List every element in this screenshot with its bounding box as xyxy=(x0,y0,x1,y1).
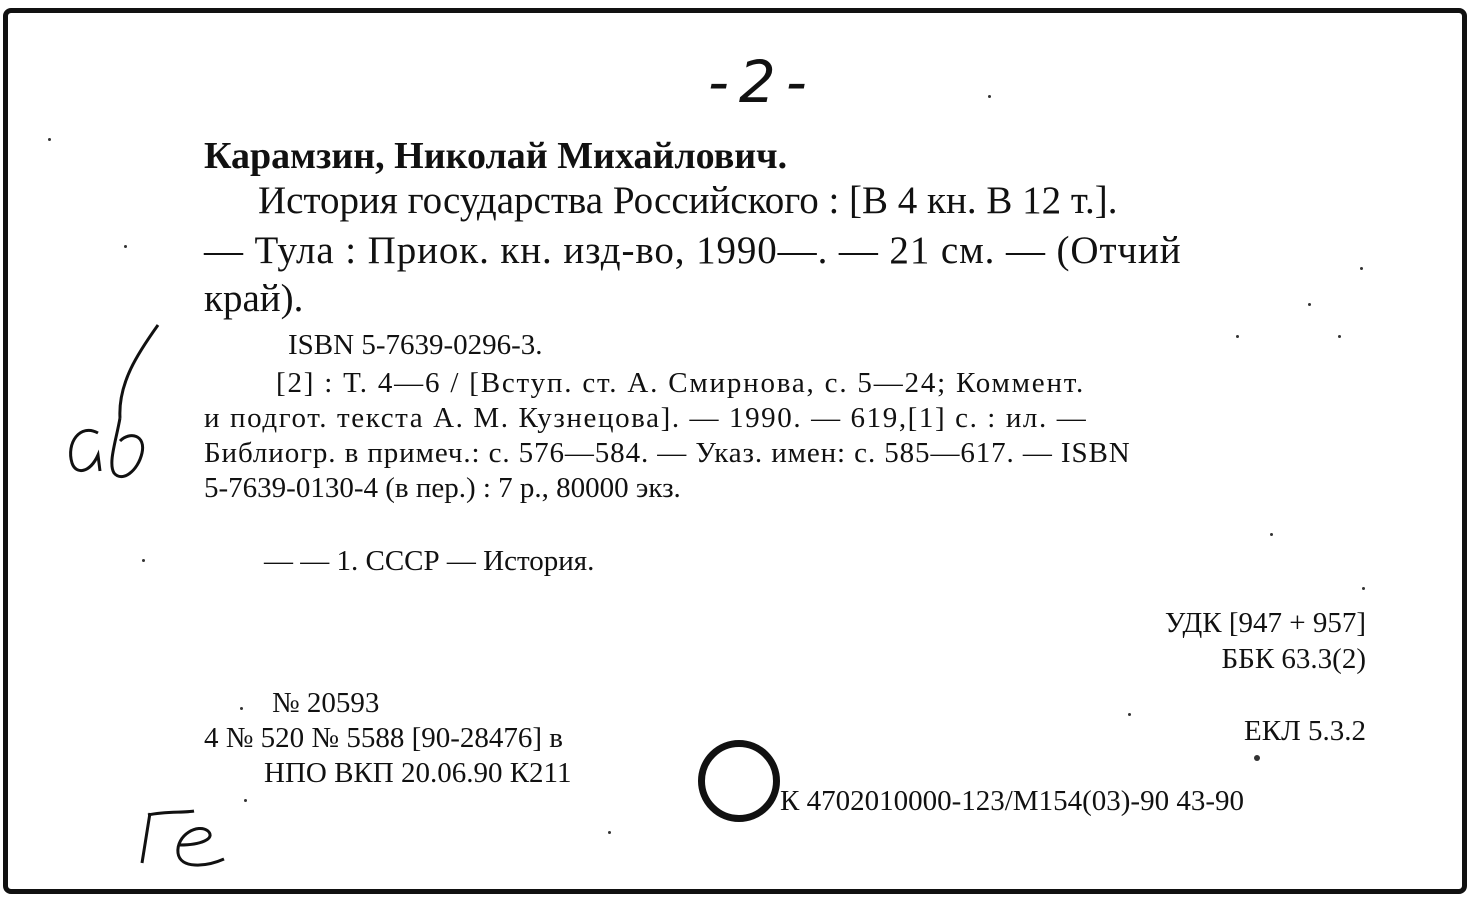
stray-mark xyxy=(1362,587,1365,590)
stray-mark xyxy=(1308,303,1311,306)
bbk-code: ББК 63.3(2) xyxy=(1221,643,1366,675)
stray-mark xyxy=(142,559,145,562)
volume-line-2: и подгот. текста А. М. Кузнецова]. — 1990. — 619,[1] с. : ил. — xyxy=(204,402,1088,434)
handwritten-side-note xyxy=(58,323,168,483)
title-line-2: — Тула : Приок. кн. изд-во, 1990—. — 21 см. — (Отчий xyxy=(204,229,1182,272)
order-number: № 20593 xyxy=(272,687,380,719)
ekl-code: ЕКЛ 5.3.2 xyxy=(1244,715,1366,747)
isbn: ISBN 5-7639-0296-3. xyxy=(288,329,543,361)
stray-mark xyxy=(608,831,611,834)
ekl-dot xyxy=(1254,755,1260,761)
subject-heading: — — 1. СССР — История. xyxy=(264,545,595,577)
title-line-1 xyxy=(258,181,1366,220)
print-line-1: 4 № 520 № 5588 [90-28476] в xyxy=(204,722,564,754)
udk-code: УДК [947 + 957] xyxy=(1164,607,1366,639)
catalog-card xyxy=(3,8,1467,894)
stray-mark xyxy=(124,245,127,248)
volume-line-1: [2] : Т. 4—6 / [Вступ. ст. А. Смирнова, с. 5—24; Коммент. xyxy=(276,367,1086,399)
volume-line-4: 5-7639-0130-4 (в пер.) : 7 р., 80000 экз. xyxy=(204,472,681,504)
page-number: -2- xyxy=(708,48,817,116)
stray-mark xyxy=(988,95,991,98)
handwritten-initials xyxy=(136,805,246,885)
circle-mark xyxy=(698,740,780,822)
stray-mark xyxy=(1360,267,1363,270)
print-line-2: НПО ВКП 20.06.90 К211 xyxy=(264,757,572,789)
volume-line-3: Библиогр. в примеч.: с. 576—584. — Указ. имен: с. 585—617. — ISBN xyxy=(204,437,1131,469)
stray-mark xyxy=(244,799,247,802)
title-line-1-text: История государства Российского : [В 4 кн. В 12 т.]. xyxy=(258,179,1118,222)
stray-mark xyxy=(1128,713,1131,716)
author-heading: Карамзин, Николай Михайлович. xyxy=(204,135,788,177)
title-line-3: край). xyxy=(204,277,304,320)
stray-mark xyxy=(1270,533,1273,536)
stray-mark xyxy=(240,707,243,710)
stray-mark xyxy=(48,138,51,141)
classification-code: К 4702010000-123/М154(03)-90 43-90 xyxy=(780,785,1244,817)
stray-mark xyxy=(1236,335,1239,338)
stray-mark xyxy=(1338,335,1341,338)
